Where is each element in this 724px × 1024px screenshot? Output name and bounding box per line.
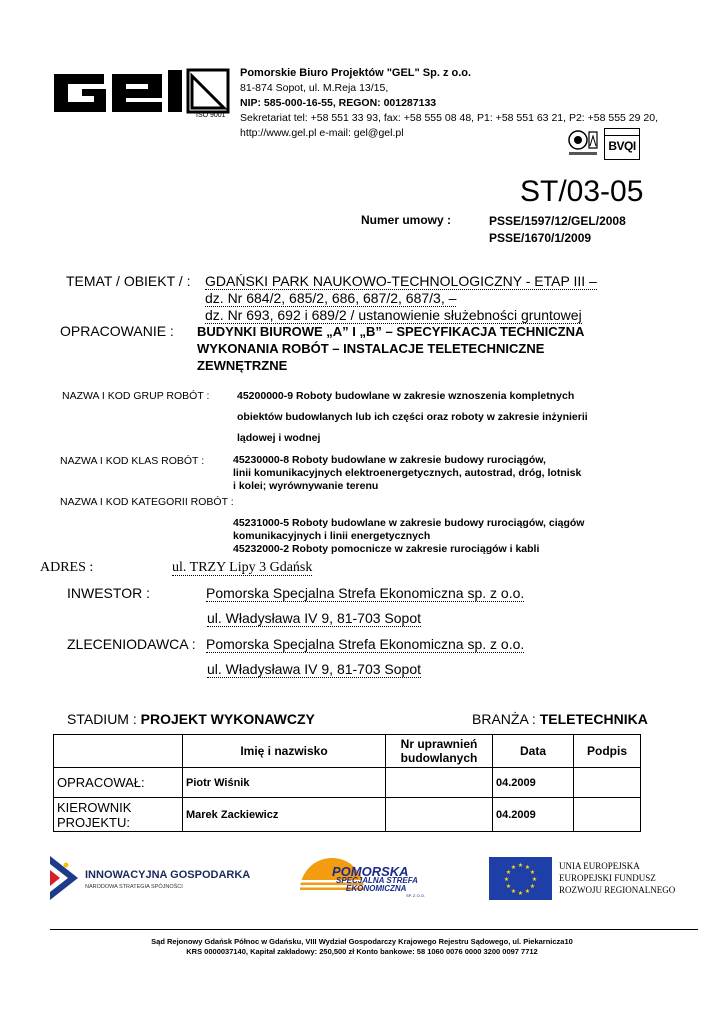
svg-text:★: ★ [505, 883, 512, 890]
contract-value: PSSE/1670/1/2009 [489, 231, 592, 245]
innovative-economy-logo-icon [50, 856, 80, 900]
group-code-label: NAZWA I KOD GRUP ROBÓT : [62, 390, 210, 402]
nip-label: NIP: [240, 97, 261, 109]
topic-lines [205, 273, 597, 324]
topic-label: TEMAT / OBIEKT / : [66, 273, 191, 289]
branch [472, 711, 648, 727]
category-code-lines [233, 517, 584, 556]
signature-cell [574, 768, 641, 798]
signature-cell [574, 798, 641, 832]
prepared-line: ZEWNĘTRZNE [197, 358, 288, 373]
ig-subtitle: NARODOWA STRATEGIA SPÓJNOŚCI [85, 884, 183, 890]
group-code-lines [237, 386, 588, 449]
bvqi-text: BVQI [608, 139, 636, 153]
regon-value: 001287133 [383, 97, 437, 109]
contract-values [489, 213, 626, 247]
prepared-line: BUDYNKI BIUROWE „A” I „B” – SPECYFIKACJA TECHNICZNA [197, 324, 585, 339]
group-code-line: lądowej i wodnej [237, 432, 321, 444]
date-cell: 04.2009 [493, 768, 574, 798]
signature-table [53, 734, 641, 832]
svg-text:★: ★ [529, 869, 536, 876]
topic-line: dz. Nr 693, 692 i 689/2 / ustanowienie służebności gruntowej [205, 307, 582, 323]
header-cell: Imię i nazwisko [183, 735, 386, 768]
address-value [172, 560, 312, 576]
stage-value: PROJEKT WYKONAWCZY [140, 711, 315, 727]
investor-address-text: ul. Władysława IV 9, 81-703 Sopot [207, 610, 422, 626]
prepared-line: WYKONANIA ROBÓT – INSTALACJE TELETECHNICZNE [197, 341, 545, 356]
client-name-text: Pomorska Specjalna Strefa Ekonomiczna sp. z o.o. [206, 636, 525, 652]
iso-label: ISO 9001 [196, 112, 226, 119]
category-code-label: NAZWA I KOD KATEGORII ROBÓT : [60, 496, 234, 508]
company-address: 81-874 Sopot, ul. M.Reja 13/15, [240, 82, 389, 94]
svg-text:★: ★ [510, 888, 517, 895]
regon-label: , REGON: [332, 97, 381, 109]
group-code-line: 45200000-9 Roboty budowlane w zakresie wznoszenia kompletnych [237, 390, 575, 402]
class-code-label: NAZWA I KOD KLAS ROBÓT : [60, 455, 205, 467]
header-cell: Data [493, 735, 574, 768]
category-code-line: 45232000-2 Roboty pomocnicze w zakresie rurociągów i kabli [233, 543, 540, 555]
topic-line: GDAŃSKI PARK NAUKOWO-TECHNOLOGICZNY - ETAP III – [205, 273, 597, 289]
psse-line1: POMORSKA [332, 864, 409, 879]
svg-text:★: ★ [503, 876, 510, 883]
client-address [207, 661, 421, 677]
client-address-text: ul. Władysława IV 9, 81-703 Sopot [207, 661, 422, 677]
ig-title: INNOWACYJNA GOSPODARKA [85, 869, 251, 881]
class-code-line: linii komunikacyjnych elektroenergetycznych, autostrad, dróg, lotnisk [233, 467, 582, 479]
psse-logo [290, 852, 430, 900]
prepared-text [197, 323, 584, 374]
nip-value: 585-000-16-55 [263, 97, 333, 109]
bvqi-cert-logo [604, 128, 640, 160]
header-cell: Podpis [574, 735, 641, 768]
company-ids [240, 96, 658, 111]
role-cell: OPRACOWAŁ: [54, 768, 183, 798]
footer [0, 937, 724, 957]
license-cell [386, 798, 493, 832]
group-code-line: obiektów budowlanych lub ich części oraz roboty w zakresie inżynierii [237, 411, 588, 423]
svg-text:★: ★ [524, 888, 531, 895]
eu-fund-text [559, 860, 675, 896]
class-code-line: i kolei; wyrównywanie terenu [233, 480, 379, 492]
investor-name-text: Pomorska Specjalna Strefa Ekonomiczna sp. z o.o. [206, 585, 525, 601]
eu-flag-icon [489, 857, 552, 900]
document-number: ST/03-05 [520, 175, 644, 208]
eu-line: ROZWOJU REGIONALNEGO [559, 885, 676, 895]
role-cell: KIEROWNIK PROJEKTU: [54, 798, 183, 832]
psse-line4: SP. Z O.O. [406, 893, 426, 898]
company-phones: Sekretariat tel: +58 551 33 93, fax: +58 555 08 48, P1: +58 551 63 21, P2: +58 555 29 20, [240, 112, 658, 124]
class-code-lines [233, 454, 581, 493]
investor-label: INWESTOR : [67, 585, 150, 601]
branch-label: BRANŻA : [472, 711, 536, 727]
svg-text:★: ★ [531, 876, 538, 883]
footer-line: Sąd Rejonowy Gdańsk Północ w Gdańsku, VIII Wydział Gospodarczy Krajowego Rejestru Sądowego, ul. Piekarnicza10 [151, 937, 573, 946]
name-cell: Marek Zackiewicz [183, 798, 386, 832]
contract-label: Numer umowy : [361, 213, 452, 227]
table-row [54, 798, 641, 832]
psse-line3: EKONOMICZNA [346, 884, 407, 893]
client-label: ZLECENIODAWCA : [67, 636, 196, 652]
prepared-label: OPRACOWANIE : [60, 323, 174, 339]
gel-logo [52, 68, 230, 118]
date-cell: 04.2009 [493, 798, 574, 832]
certification-seal-icon [567, 128, 599, 158]
contract-value: PSSE/1597/12/GEL/2008 [489, 214, 626, 228]
branch-value: TELETECHNIKA [539, 711, 648, 727]
footer-line: KRS 0000037140, Kapitał zakładowy: 250,500 zł Konto bankowe: 58 1060 0076 0000 3200 0097 7712 [186, 947, 538, 956]
category-code-line: komunikacyjnych i linii energetycznych [233, 530, 431, 542]
svg-text:★: ★ [517, 890, 524, 897]
company-name: Pomorskie Biuro Projektów "GEL" Sp. z o.o. [240, 67, 472, 79]
topic-line: dz. Nr 684/2, 685/2, 686, 687/2, 687/3, – [205, 290, 457, 306]
client-name [206, 636, 524, 652]
header-cell: Nr uprawnień budowlanych [386, 735, 493, 768]
svg-text:★: ★ [510, 864, 517, 871]
investor-address [207, 610, 421, 626]
class-code-line: 45230000-8 Roboty budowlane w zakresie budowy rurociągów, [233, 454, 546, 466]
table-row [54, 768, 641, 798]
svg-text:★: ★ [529, 883, 536, 890]
psse-line2: SPECJALNA STREFA [336, 876, 418, 885]
address-text: ul. TRZY Lipy 3 Gdańsk [172, 560, 313, 575]
company-web: http://www.gel.pl e-mail: gel@gel.pl [240, 127, 404, 139]
header-cell [54, 735, 183, 768]
address-label: ADRES : [40, 560, 94, 575]
footer-divider [50, 929, 698, 930]
name-cell: Piotr Wiśnik [183, 768, 386, 798]
svg-text:★: ★ [505, 869, 512, 876]
stage-label: STADIUM : [67, 711, 137, 727]
license-cell [386, 768, 493, 798]
table-header-row [54, 735, 641, 768]
eu-line: EUROPEJSKI FUNDUSZ [559, 873, 656, 883]
stage [67, 711, 315, 727]
eu-line: UNIA EUROPEJSKA [559, 861, 640, 871]
svg-text:★: ★ [524, 864, 531, 871]
investor-name [206, 585, 524, 601]
svg-text:★: ★ [517, 862, 524, 869]
category-code-line: 45231000-5 Roboty budowlane w zakresie budowy rurociągów, ciągów [233, 517, 585, 529]
